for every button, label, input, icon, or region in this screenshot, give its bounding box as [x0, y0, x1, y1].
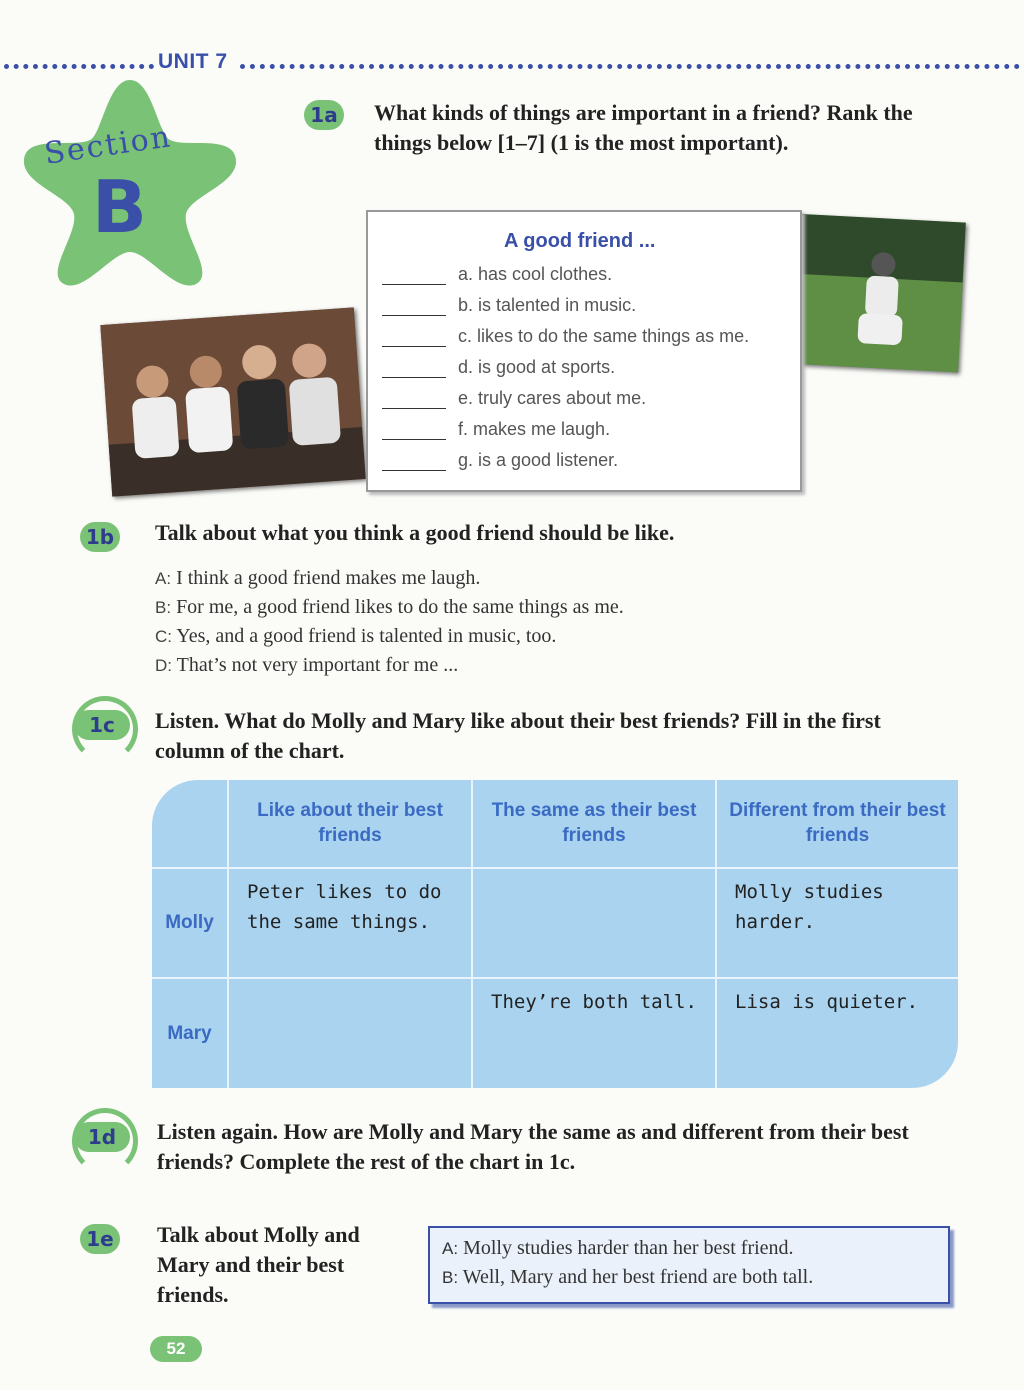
table-row	[152, 868, 958, 978]
rank-item-e	[382, 388, 646, 418]
dialog-line	[155, 593, 955, 622]
exercise-badge-1b: 1b	[80, 522, 120, 552]
rank-item-a	[382, 264, 612, 294]
exercise-badge-1a: 1a	[304, 100, 344, 130]
speaker-label: A:	[155, 569, 172, 588]
dialog-line	[155, 651, 955, 680]
chart-table	[152, 780, 958, 1088]
column-header: The same as their best friends	[472, 780, 716, 868]
rank-item-label: f. makes me laugh.	[458, 419, 611, 439]
exercise-badge-1d: 1d	[74, 1122, 130, 1152]
column-header: Different from their best friends	[716, 780, 958, 868]
row-label-molly: Molly	[152, 868, 228, 978]
example-dialog-box	[428, 1226, 950, 1304]
instruction-1d: Listen again. How are Molly and Mary the same as and different from their best friends? Complete the rest of the chart in 1c.	[157, 1119, 909, 1174]
rank-blank-input[interactable]	[382, 452, 446, 471]
rank-blank-input[interactable]	[382, 359, 446, 378]
instruction-1e: Talk about Molly and Mary and their best friends.	[157, 1222, 360, 1307]
table-cell[interactable]: Lisa is quieter.	[716, 978, 958, 1088]
table-corner-cell	[152, 780, 228, 868]
rank-item-g	[382, 450, 618, 480]
rank-list-box	[366, 210, 802, 492]
dialog-text: Yes, and a good friend is talented in music, too.	[176, 625, 557, 647]
table-row	[152, 978, 958, 1088]
dialog-line	[430, 1263, 948, 1292]
table-cell[interactable]: Peter likes to do the same things.	[228, 868, 472, 978]
header-dotted-rule-left	[4, 64, 154, 69]
section-letter: B	[92, 165, 147, 249]
section-word: Section	[42, 119, 174, 172]
dialog-text: That’s not very important for me ...	[176, 654, 459, 676]
dialog-line	[155, 622, 955, 651]
rank-blank-input[interactable]	[382, 297, 446, 316]
instruction-1b: Talk about what you think a good friend should be like.	[155, 520, 675, 545]
dialog-1b	[155, 564, 955, 680]
rank-item-label: g. is a good listener.	[458, 450, 619, 470]
rank-item-label: c. likes to do the same things as me.	[458, 326, 750, 346]
speaker-label: C:	[155, 627, 172, 646]
column-header: Like about their best friends	[228, 780, 472, 868]
dialog-line	[430, 1228, 948, 1263]
photo-four-friends	[100, 307, 365, 496]
instruction-1c: Listen. What do Molly and Mary like about their best friends? Fill in the first column of the chart.	[155, 708, 881, 763]
dialog-text: For me, a good friend likes to do the same things as me.	[176, 596, 624, 618]
speaker-label: B:	[155, 598, 172, 617]
rank-item-label: b. is talented in music.	[458, 295, 637, 315]
unit-label: UNIT 7	[158, 50, 228, 73]
rank-item-d	[382, 357, 615, 387]
exercise-badge-1e: 1e	[80, 1224, 120, 1254]
rank-item-label: a. has cool clothes.	[458, 264, 613, 284]
rank-blank-input[interactable]	[382, 266, 446, 285]
rank-blank-input[interactable]	[382, 328, 446, 347]
instruction-1a: What kinds of things are important in a friend? Rank the things below [1–7] (1 is the most important).	[374, 100, 913, 155]
dialog-text: Well, Mary and her best friend are both tall.	[462, 1266, 814, 1288]
table-cell[interactable]	[228, 978, 472, 1088]
speaker-label: B:	[442, 1268, 459, 1287]
rank-item-label: d. is good at sports.	[458, 357, 616, 377]
rank-item-b	[382, 295, 636, 325]
speaker-label: A:	[442, 1239, 459, 1258]
dialog-text: I think a good friend makes me laugh.	[176, 567, 481, 589]
table-cell[interactable]	[472, 868, 716, 978]
rank-item-f	[382, 419, 610, 449]
rank-list-title: A good friend ...	[504, 230, 656, 252]
rank-item-c	[382, 326, 749, 356]
page-number: 52	[150, 1336, 202, 1362]
dialog-line	[155, 564, 955, 593]
rank-blank-input[interactable]	[382, 421, 446, 440]
rank-blank-input[interactable]	[382, 390, 446, 409]
dialog-text: Molly studies harder than her best friend.	[463, 1237, 794, 1259]
photo-baseball-player	[786, 214, 966, 373]
header-dotted-rule-right	[240, 64, 1020, 69]
speaker-label: D:	[155, 656, 172, 675]
table-cell[interactable]: They’re both tall.	[472, 978, 716, 1088]
table-cell[interactable]: Molly studies harder.	[716, 868, 958, 978]
row-label-mary: Mary	[152, 978, 228, 1088]
exercise-badge-1c: 1c	[74, 710, 130, 740]
rank-item-label: e. truly cares about me.	[458, 388, 647, 408]
